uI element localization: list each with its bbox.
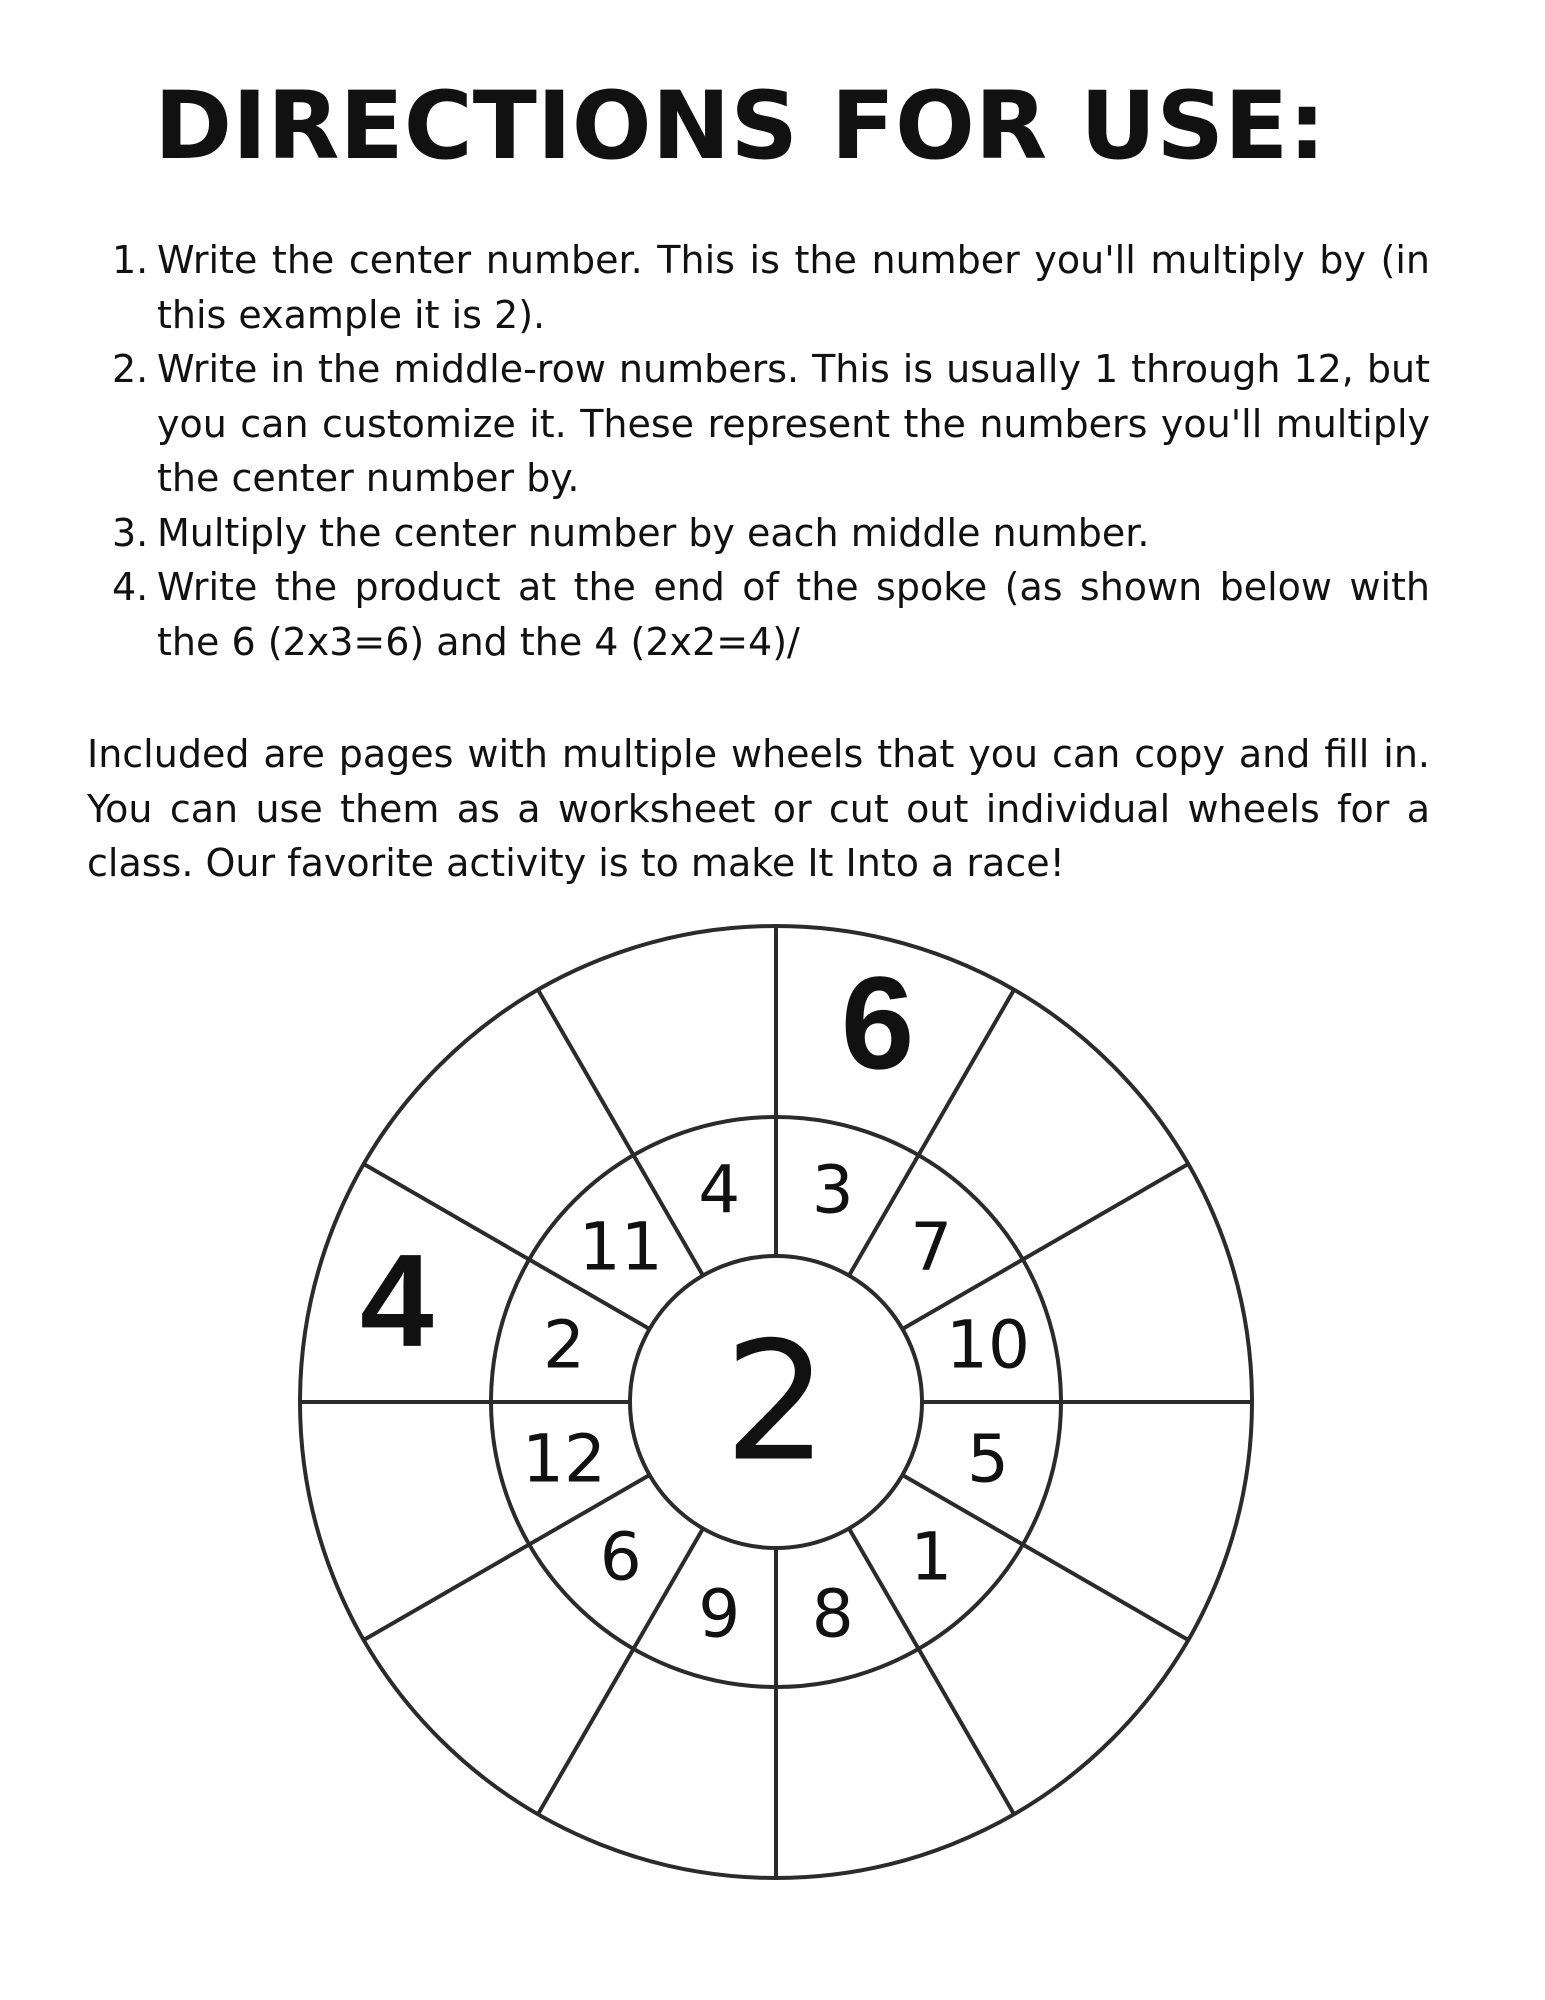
middle-number: 1 [910, 1518, 953, 1596]
middle-number: 11 [578, 1208, 663, 1286]
step-text: Write the center number. This is the number you'll multiply by (in this example it is 2). [157, 238, 1430, 337]
intro-paragraph: Included are pages with multiple wheels that you can copy and fill in. You can use them as a worksheet or cut out individual wheels for a class. Our favorite activity is to make It Into a race! [87, 732, 1430, 885]
step-text: Write the product at the end of the spoke (as shown below with the 6 (2x3=6) and the 4 (2x2=4)/ [157, 565, 1430, 664]
middle-number: 9 [698, 1575, 741, 1653]
middle-number: 3 [811, 1151, 854, 1229]
step-number: 4. [112, 565, 149, 609]
product-answer: 6 [840, 949, 915, 1097]
step-text: Write in the middle-row numbers. This is usually 1 through 12, but you can customize it. These represent the numbers you'll multiply the center number by. [157, 347, 1430, 500]
middle-number: 10 [946, 1306, 1031, 1384]
middle-number: 7 [910, 1208, 953, 1286]
middle-number: 2 [542, 1306, 585, 1384]
step-number: 3. [112, 510, 149, 555]
product-answer: 4 [360, 1226, 434, 1374]
step-number: 1. [112, 238, 149, 282]
middle-number: 6 [599, 1518, 642, 1596]
page-title: DIRECTIONS FOR USE: [154, 72, 1326, 181]
wheel-center-number: 2 [723, 1306, 829, 1498]
step-number: 2. [112, 347, 149, 391]
middle-number: 4 [698, 1151, 741, 1229]
middle-number: 5 [967, 1420, 1010, 1498]
middle-number: 8 [811, 1575, 854, 1653]
middle-number: 12 [521, 1420, 606, 1498]
step-text: Multiply the center number by each middle number. [157, 510, 1150, 555]
